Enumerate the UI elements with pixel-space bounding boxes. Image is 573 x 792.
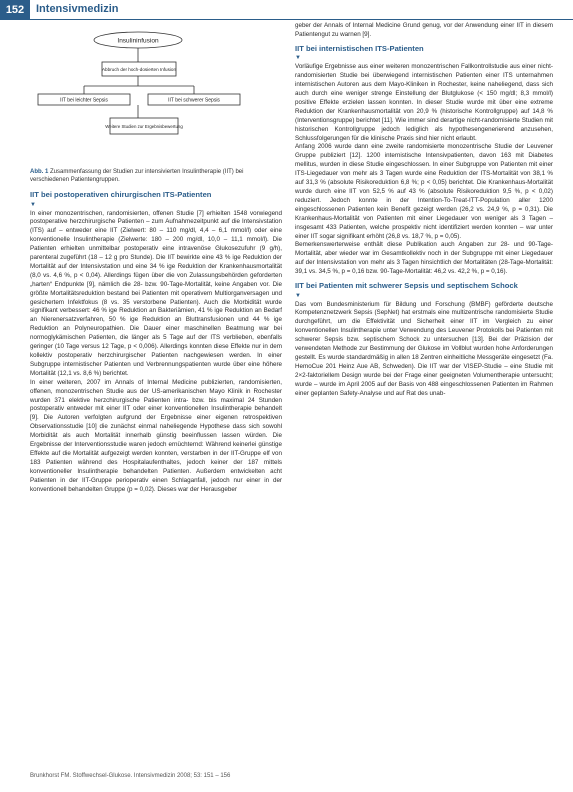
- paragraph: Vorläufige Ergebnisse aus einer weiteren monozentrischen Fallkontrollstudie aus einer nicht-randomisierten Studie bei überwiegend internistischen Patienten einer ITS unternahmen internistischen Autoren aus dem Mayo-Kliniken in Rochester, keine naheliegend, dass sich auch durch eine weniger strenge Einstellung der Blutglukose (< 150 mg/dl; 8,3 mmol/l) positive Effekte erzielen lassen konnten. In dieser Studie wurde mit über eine extreme Reduktion der Krankenhausmortalität von 20,9 % (historische Kontrollgruppe) auf 14,8 % (Interventionsgruppe) berichtet [11]. Wie immer sind derartige nicht-randomisierte Studien mit historischen Kontrollgruppe jedoch lediglich als hypothesengenerierend anzusehen, Schlussfolgerungen für die klinische Praxis sind hier nicht erlaubt.: [295, 63, 553, 142]
- section-marker: ▼: [295, 55, 301, 62]
- heading-sepsis: IIT bei Patienten mit schwerer Sepsis und septischem Schock: [295, 281, 518, 291]
- caption-text: Zusammenfassung der Studien zur intensivierten Insulintherapie (IIT) bei verschiedenen Patientengruppen.: [30, 169, 244, 183]
- paragraph: In einer monozentrischen, randomisierten, offenen Studie [7] erhielten 1548 vorwiegend postoperative herzchirurgische Patienten – zum Aufnahmezeitpunkt auf die Intensivstation (ITS) auf – entweder eine IIT (Zielwert: 80 – 110 mg/dl, 4,4 – 6,1 mmol/l) oder eine konventionelle Insulintherapie (Zielwerte: 180 – 200 mg/dl, 10,0 – 11,1 mmol/l). Die Patienten erhielten unmittelbar postoperativ eine intravenöse Glukosezufuhr (9 g/h), parenteral zugeführt (18 – 12 g pro Stunde). Die IIT bewirkte eine 43 % ige Reduktion der Mortalität auf der Intensivstation und eine 34 % ige Reduktion der Krankenhausmortalität (8,0 vs. 4,6 %, p < 0,04). Allerdings fügen über die von Zulassungsbehörden geforderten „harten“ Endpunkte [9], nämlich die 28- bzw. 90-Tage-Mortalität, keine Angaben vor. Die größte Mortalitätsreduktion bestand bei Patienten mit operativem Multiorganversagen und gesichertem Infektfokus (8 vs. 35 verstorbene Patienten). Auch die Morbidität wurde signifikant verbessert: 46 % ige Reduktion an Bakteriämien, 41 % ige Reduktion an Bedarf an Nierenersatzverfahren, 50 % ige Reduktion an Bluttransfusionen und 44 % ige Reduktion an Polyneuropathien. Die Dauer einer maschinellen Beatmung war bei normoglykämischen Patienten, die länger als 5 Tage auf der ITS verblieben, ebenfalls geringer (10 Tage versus 12 Tage, p < 0,006). Allerdings konnten diese Effekte nur in dem kollektiv postoperativ herzchirurgischer Patienten nachgewiesen werden. In einer Subgruppe internistischer Patienten und Verbrennungspatienten wurde über eine höhere Mortalität (12,1 vs. 8,6 %) berichtet.: [30, 209, 282, 377]
- section-marker: ▼: [30, 201, 36, 208]
- heading-postoperative: IIT bei postoperativen chirurgischen ITS-Patienten: [30, 190, 212, 199]
- figure-flowchart: [30, 28, 282, 168]
- box-left-label: IIT bei leichter Sepsis: [60, 97, 108, 104]
- right-column: [295, 22, 553, 399]
- heading-internistic: IIT bei internistischen ITS-Patienten: [295, 43, 424, 53]
- box-bottom-label: Weitere Studien zur Ergebnisbewertung: [105, 124, 183, 129]
- section-marker: ▼: [295, 292, 301, 299]
- figure-caption: [30, 168, 282, 184]
- box-mid-label: Abbruch der hoch-dosierten Infusion: [101, 67, 177, 72]
- paragraph: Bemerkenswerterweise enthält diese Publikation auch Angaben zur 28- und 90-Tage-Mortalität, aber wieder war im Gesamtkollektiv noch in der Subgruppe mit einer Liegedauer auf der Intensivstation von mehr als 3 Tagen hinsichtlich der Mortalitäten (28-Tage-Mortalität: 39,1 vs. 34,5 %, p = 0,16 bzw. 90-Tage-Mortalität: 46,2 vs. 42,2 %, p = 0,16).: [295, 241, 553, 276]
- footer-citation: Brunkhorst FM. Stoffwechsel-Glukose. Intensivmedizin 2008; 53: 151 – 156: [30, 773, 231, 779]
- page-number: 152: [0, 0, 30, 20]
- caption-label: Abb. 1: [30, 169, 49, 175]
- page-header: [0, 0, 573, 20]
- left-column: [30, 186, 282, 495]
- paragraph: Das vom Bundesministerium für Bildung und Forschung (BMBF) geförderte deutsche Kompetenznetzwerk Sepsis (SepNet) hat erstmals eine multizentrische randomisierte Studie durchgeführt, um die Effektivität und Sicherheit einer IIT im Vergleich zu einer konventionellen Insulintherapie unter Verwendung des Leuvener Protokolls bei Patienten mit schwerer Sepsis bzw. septischem Schock zu untersuchen [13]. Bei der Präzision der verwendeten Methode zur Bestimmung der Glukose im Vollblut wurden hohe Anforderungen gestellt. Es wurde standardmäßig in allen 18 Zentren einheitliche Messgeräte eingesetzt (Fa. HemoCue 201 Heinz Aue AB, Schweden). Die IIT war der VISEP-Studie – eine Studie mit 2×2-faktoriellem Design wurde bei der Frage einer geeigneten Volumentherapie untersucht; wurde – wurde im April 2005 auf der Basis von 488 eingeschlossenen Patienten im Rahmen einer geplanten Safety-Analyse und auf Rat des unab-: [295, 300, 553, 397]
- box-right-label: IIT bei schwerer Sepsis: [168, 97, 220, 104]
- header-rule: [30, 19, 573, 20]
- paragraph: Anfang 2006 wurde dann eine zweite randomisierte monozentrische Studie der Leuvener Gruppe publiziert [12]. 1200 internistische Intensivpatienten, davon 163 mit Diabetes mellitus, wurden in diese Studie eingeschlossen. In einer Subgruppe von Patienten mit einer ITS-Liegedauer von mehr als 3 Tagen wurde eine Reduktion der ITS-Mortalität von 38,1 % auf 31,3 % (absolute Risikoreduktion 6,8 %; p < 0,05) berichtet. Die Krankenhaus-Mortalität wurde durch eine IIT von 52,5 % auf 43 % (absolute Risikoreduktion 9,5 %, p < 0,02) reduziert. Jedoch konnte in der Intention-To-Treat-ITT-Population aller 1200 eingeschlossenen Patienten kein Benefit gezeigt werden (26,2 vs. 24,9 %, p = 0,31). Die Krankenhaus-Mortalität von Patienten mit einer Liegedauer von weniger als 3 Tagen – insgesamt 433 Patienten, welche prospektiv nicht identifiziert werden konnten – war unter einer IIT sogar signifikant erhöht (26,8 vs. 18,7 %, p = 0,05).: [295, 143, 553, 240]
- section-title: Intensivmedizin: [36, 3, 119, 15]
- paragraph: geber der Annals of Internal Medicine Grund genug, vor der Anwendung einer IIT in diesem Patientengut zu warnen [9].: [295, 22, 553, 38]
- box-top-label: Insulininfusion: [117, 37, 159, 45]
- paragraph: In einer weiteren, 2007 im Annals of Internal Medicine publizierten, randomisierten, offenen, monozentrischen Studie aus der US-amerikanischen Mayo Klinik in Rochester wurden 371 elektive herzchirurgische Patienten intra- bzw. bis maximal 24 Stunden postoperativ entweder mit einer IIT oder einer konventionellen Insulintherapie behandelt [9]. Die Autoren verfolgten aufgrund der Ergebnisse einer eigenen retrospektiven Observationsstudie [10] die zunächst einmal naheliegende Hypothese dass sich sowohl Morbidität als auch Mortalität innerhalb günstig beeinflussen lassen würden. Die Ergebnisse der Interventionsstudie waren jedoch ernüchternd: Während keinerlei günstige Effekte auf die Mortalität aufgezeigt werden konnten, verstarben in der IIT-Gruppe elf von 183 Patienten während des Hospitalaufenthaltes, jedoch keiner der 187 mittels konventioneller Insulintherapie behandelten Patienten. Außerdem entwickelten acht Patienten in der IIT-Gruppe perioperativ einen Schlaganfall, jedoch nur einer in der konventionell behandelten Gruppe (p = 0,02). Dieses war der Herausgeber: [30, 378, 282, 493]
